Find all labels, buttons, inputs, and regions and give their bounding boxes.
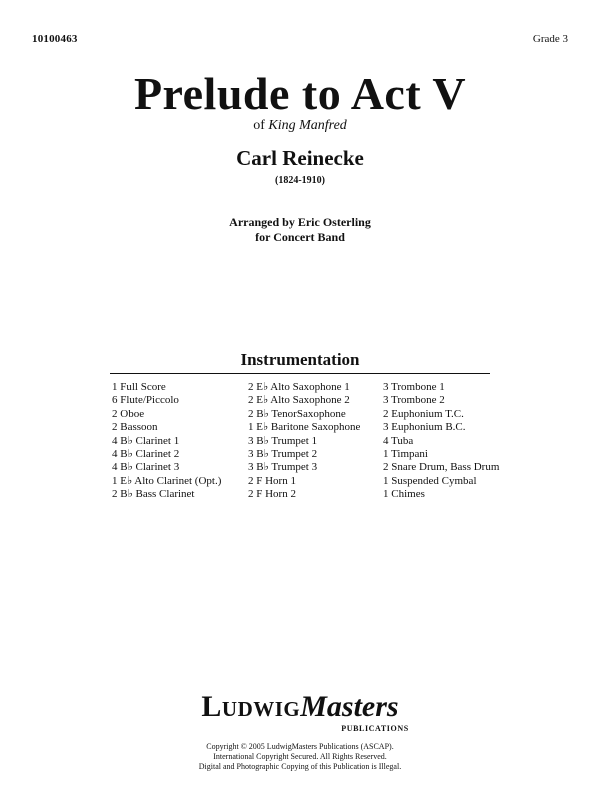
instrument-item: 3 B♭ Trumpet 3 [248, 461, 318, 474]
publisher-logo-subtitle [0, 724, 600, 733]
instrument-item: 3 Trombone 1 [383, 381, 445, 393]
publisher-logo [0, 690, 600, 724]
instrument-item: 1 E♭ Alto Clarinet (Opt.) [112, 474, 222, 487]
copyright-line: International Copyright Secured. All Rights Reserved. [213, 752, 387, 761]
instrument-column-1 [112, 381, 221, 502]
instrument-item: 1 E♭ Baritone Saxophone [248, 421, 361, 434]
logo-ludwig: Ludwig [201, 690, 301, 723]
instrument-item: 1 Timpani [383, 448, 428, 461]
instrument-item: 3 Euphonium B.C. [383, 421, 466, 434]
instrument-item: 3 B♭ Trumpet 2 [248, 448, 318, 461]
instrument-item: 2 Bassoon [112, 421, 158, 434]
instrumentation-rule [110, 373, 490, 374]
grade-label: Grade 3 [532, 33, 568, 45]
composer-name: Carl Reinecke [236, 146, 364, 170]
instrument-item: 2 E♭ Alto Saxophone 2 [248, 394, 350, 407]
instrument-item: 4 B♭ Clarinet 1 [112, 434, 180, 447]
instrument-item: 4 B♭ Clarinet 2 [112, 448, 180, 461]
instrument-item: 2 F Horn 1 [248, 474, 296, 487]
copyright-line: Copyright © 2005 LudwigMasters Publications (ASCAP). [206, 742, 394, 751]
copyright-notice [0, 742, 600, 772]
instrument-item: 6 Flute/Piccolo [112, 394, 179, 407]
ensemble-line: for Concert Band [255, 230, 345, 244]
subtitle-work: King Manfred [268, 118, 347, 133]
logo-publications: PUBLICATIONS [341, 724, 409, 733]
instrument-item: 4 Tuba [383, 434, 414, 447]
instrument-item: 2 Snare Drum, Bass Drum [383, 461, 500, 474]
instrument-item: 2 E♭ Alto Saxophone 1 [248, 381, 350, 393]
instrument-column-3 [383, 381, 499, 502]
instrument-item: 4 B♭ Clarinet 3 [112, 461, 180, 474]
catalog-number: 10100463 [32, 33, 78, 45]
logo-masters: Masters [300, 690, 399, 723]
subtitle [0, 118, 600, 134]
arranger-line: Arranged by Eric Osterling [229, 215, 371, 229]
instrument-item: 2 Oboe [112, 407, 145, 420]
page-title: Prelude to Act V [133, 68, 467, 119]
composer-dates: (1824-1910) [275, 175, 325, 186]
copyright-line: Digital and Photographic Copying of this Publication is Illegal. [198, 762, 402, 771]
instrument-item: 2 F Horn 2 [248, 488, 296, 501]
instrument-item: 1 Full Score [112, 381, 166, 393]
arranger-credit [0, 215, 600, 245]
instrument-column-2 [248, 381, 360, 502]
subtitle-prefix: of [253, 118, 265, 133]
publisher-logo-wordmark [201, 690, 398, 724]
instrument-item: 3 B♭ Trumpet 1 [248, 434, 318, 447]
instrument-item: 1 Suspended Cymbal [383, 474, 477, 487]
instrument-item: 1 Chimes [383, 488, 425, 501]
instrument-item: 2 B♭ Bass Clarinet [112, 488, 195, 501]
instrument-item: 2 B♭ TenorSaxophone [248, 407, 346, 420]
instrumentation-heading: Instrumentation [240, 350, 360, 369]
instrument-item: 2 Euphonium T.C. [383, 407, 464, 420]
instrument-item: 3 Trombone 2 [383, 394, 445, 407]
